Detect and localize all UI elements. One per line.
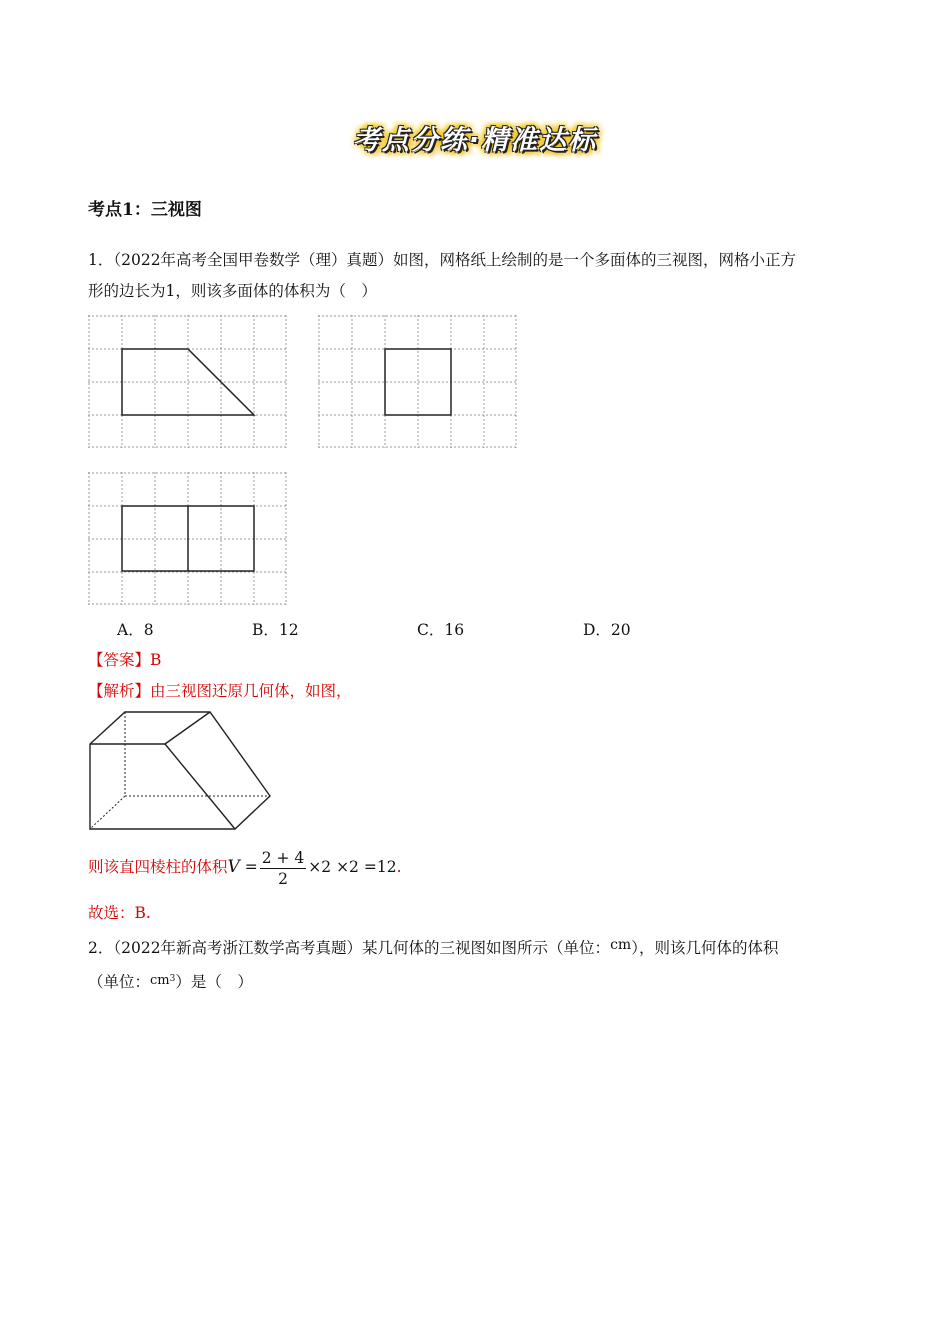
volume-var: V <box>227 857 240 877</box>
analysis-tag: 【解析】 <box>88 682 151 700</box>
fraction-numerator: 2 + 4 <box>261 848 305 867</box>
q1-answer <box>88 645 868 676</box>
front-view-figure <box>88 315 288 449</box>
section-banner: 考点分练·精准达标 <box>352 125 598 156</box>
q2-unit: cm <box>610 937 632 953</box>
q2-stem-line2 <box>88 964 868 998</box>
answer-tag: 【答案】 <box>88 651 151 669</box>
q2-unit2: cm <box>150 973 170 989</box>
volume-rest: ×2 ×2 =12 <box>308 858 397 876</box>
q2-line1-b: ），则该几何体的体积 <box>631 939 779 957</box>
q2-unit2-exp: 3 <box>169 974 176 984</box>
q2-line2-a: （单位： <box>88 973 151 992</box>
volume-eq: = <box>239 858 258 876</box>
volume-end: . <box>396 858 402 876</box>
choice-c: C．16 <box>417 621 465 639</box>
choice-a: A．8 <box>117 621 154 639</box>
volume-fraction <box>260 848 307 889</box>
analysis-text: 由三视图还原几何体，如图， <box>150 682 352 700</box>
q1-stem <box>88 245 868 307</box>
q2-stem-line1 <box>88 930 868 964</box>
answer-value: B <box>150 651 162 669</box>
choice-b: B．12 <box>252 621 299 639</box>
q2-stem <box>88 930 868 998</box>
q1-conclusion: 故选：B. <box>88 904 151 922</box>
q1-volume <box>88 845 868 889</box>
side-view-figure <box>318 315 518 449</box>
q1-stem-line2: 形的边长为1，则该多面体的体积为（ ） <box>88 282 377 300</box>
q2-line2-b: ）是（ ） <box>175 973 253 992</box>
solid-figure <box>88 710 278 835</box>
volume-prefix: 则该直四棱柱的体积 <box>88 858 228 876</box>
q1-analysis <box>88 676 868 707</box>
top-view-figure <box>88 472 288 606</box>
q2-line1-a: 2．（2022年新高考浙江数学高考真题）某几何体的三视图如图所示（单位： <box>88 939 611 957</box>
fraction-denominator: 2 <box>278 869 288 888</box>
choice-d: D．20 <box>583 621 631 639</box>
q1-stem-line1: 1．（2022年高考全国甲卷数学（理）真题）如图，网格纸上绘制的是一个多面体的三视图，网格小正方 <box>88 251 797 269</box>
section-title: 考点1：三视图 <box>88 200 202 220</box>
